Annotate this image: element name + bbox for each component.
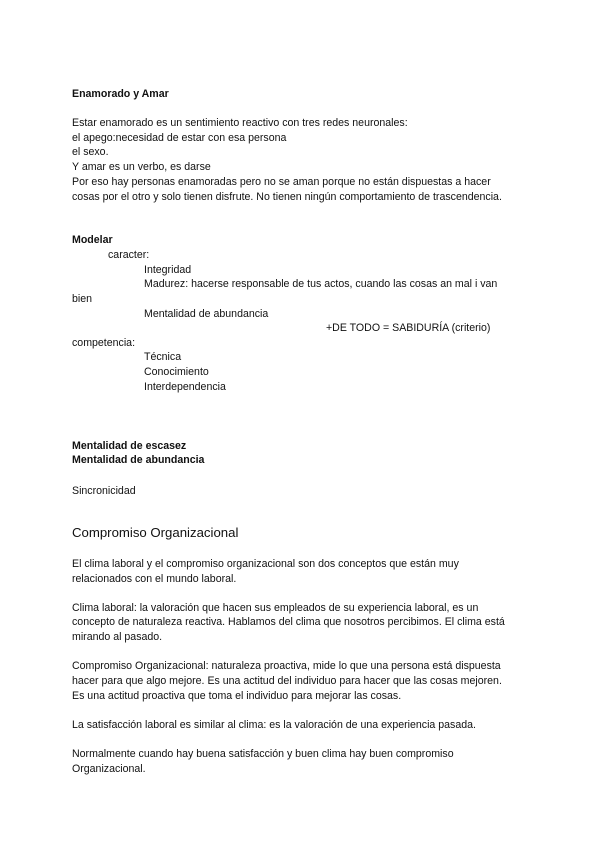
paragraph-line: Estar enamorado es un sentimiento reactivo con tres redes neuronales: xyxy=(72,117,408,129)
list-item: Mentalidad de abundancia xyxy=(144,308,269,320)
sabiduria-note: +DE TODO = SABIDURÍA (criterio) xyxy=(326,322,491,334)
caracter-label: caracter: xyxy=(108,249,150,261)
paragraph-line: cosas por el otro y solo tienen disfrute. No tienen ningún comportamiento de trascendencia. xyxy=(72,191,502,203)
list-item-continuation: bien xyxy=(72,293,93,305)
paragraph-line: Por eso hay personas enamoradas pero no se aman porque no están dispuestas a hacer xyxy=(72,176,491,188)
paragraph-line: Normalmente cuando hay buena satisfacción y buen clima hay buen compromiso xyxy=(72,748,454,760)
competencia-label: competencia: xyxy=(72,337,136,349)
paragraph-line: hacer para que algo mejore. Es una actitud del individuo para hacer que las cosas mejoren. xyxy=(72,675,502,687)
list-item: Técnica xyxy=(144,351,182,363)
paragraph-line: Compromiso Organizacional: naturaleza proactiva, mide lo que una persona está dispuesta xyxy=(72,660,501,672)
paragraph-line: La satisfacción laboral es similar al clima: es la valoración de una experiencia pasada. xyxy=(72,719,476,731)
list-item: Integridad xyxy=(144,264,192,276)
paragraph-line: Es una actitud proactiva que toma el individuo para mejorar las cosas. xyxy=(72,690,402,702)
list-item: Madurez: hacerse responsable de tus actos, cuando las cosas an mal i van xyxy=(144,278,498,290)
list-item: Conocimiento xyxy=(144,366,209,378)
paragraph-line: El clima laboral y el compromiso organizacional son dos conceptos que están muy xyxy=(72,558,459,570)
heading-abundancia: Mentalidad de abundancia xyxy=(72,454,205,466)
paragraph-line: el apego:necesidad de estar con esa persona xyxy=(72,132,287,144)
paragraph-line: Y amar es un verbo, es darse xyxy=(72,161,211,173)
section-title-modelar: Modelar xyxy=(72,234,113,246)
paragraph-line: mirando al pasado. xyxy=(72,631,163,643)
paragraph-line: relacionados con el mundo laboral. xyxy=(72,573,237,585)
paragraph-line: el sexo. xyxy=(72,146,109,158)
section-title-enamorado: Enamorado y Amar xyxy=(72,88,169,100)
paragraph-line: concepto de naturaleza reactiva. Hablamos del clima que nosotros percibimos. El clima está xyxy=(72,616,505,628)
heading-escasez: Mentalidad de escasez xyxy=(72,440,187,452)
paragraph-line: Clima laboral: la valoración que hacen sus empleados de su experiencia laboral, es un xyxy=(72,602,479,614)
section-title-compromiso: Compromiso Organizacional xyxy=(72,525,239,540)
paragraph-line: Organizacional. xyxy=(72,763,146,775)
list-item: Interdependencia xyxy=(144,381,226,393)
sincronicidad-text: Sincronicidad xyxy=(72,485,136,497)
